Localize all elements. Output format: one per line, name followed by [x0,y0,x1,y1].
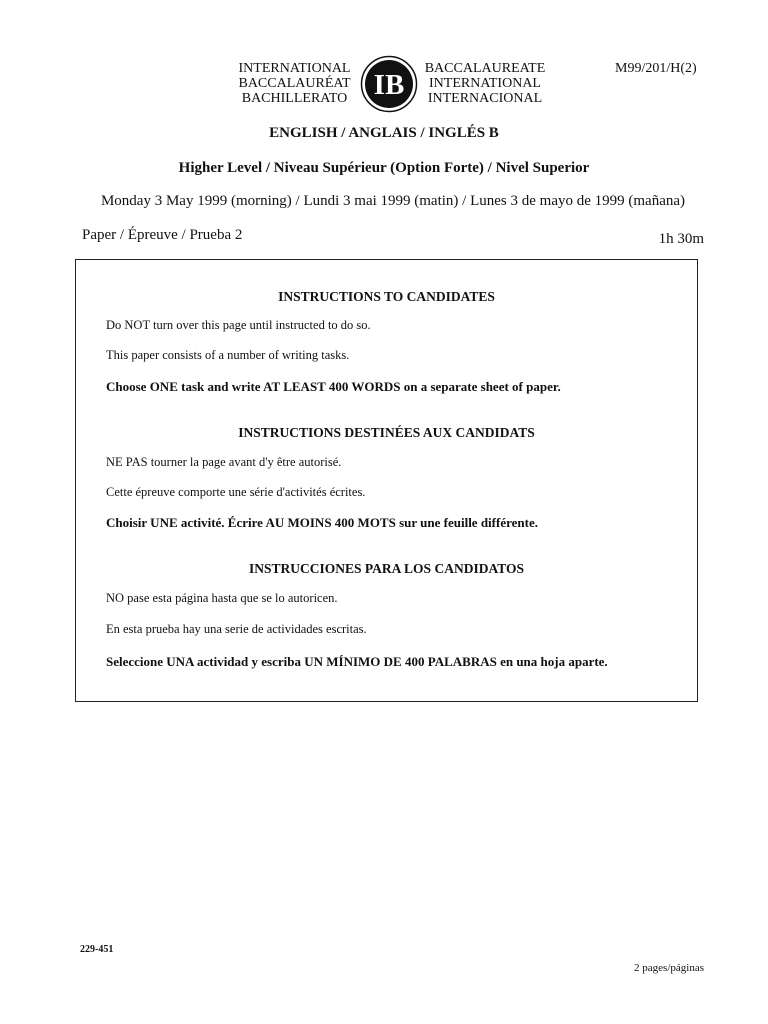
instruction-line: Choose ONE task and write AT LEAST 400 WORDS on a separate sheet of paper. [106,379,561,394]
instructions-box [75,259,698,702]
instruction-line: NE PAS tourner la page avant d'y être autorisé. [106,455,342,469]
paper-label: Paper / Épreuve / Prueba 2 [82,227,243,243]
instructions-title-fr: INSTRUCTIONS DESTINÉES AUX CANDIDATS [238,425,535,440]
instruction-line: Cette épreuve comporte une série d'activités écrites. [106,485,366,499]
level-title: Higher Level / Niveau Supérieur (Option Forte) / Nivel Superior [178,160,590,176]
header-right-line: BACCALAUREATE [424,61,546,76]
duration: 1h 30m [658,231,704,247]
instructions-title-en: INSTRUCTIONS TO CANDIDATES [278,289,495,304]
header-left-line: INTERNATIONAL [238,61,351,76]
header-right-block [420,61,550,106]
instruction-line: Seleccione UNA actividad y escriba UN MÍNIMO DE 400 PALABRAS en una hoja aparte. [106,654,608,669]
exam-date: Monday 3 May 1999 (morning) / Lundi 3 mai 1999 (matin) / Lunes 3 de mayo de 1999 (mañana) [100,193,686,209]
instruction-line: NO pase esta página hasta que se lo autoricen. [106,591,338,605]
header-right-line: INTERNACIONAL [427,91,543,106]
instruction-line: This paper consists of a number of writing tasks. [106,348,350,362]
header-left-line: BACHILLERATO [241,91,348,106]
exam-code: M99/201/H(2) [615,61,697,76]
ib-logo [360,55,418,113]
document-code: 229-451 [80,944,114,955]
header-right-line: INTERNATIONAL [429,76,541,91]
page-count: 2 pages/páginas [634,962,704,974]
header-left-block [232,61,357,106]
instruction-line: Do NOT turn over this page until instructed to do so. [106,318,371,332]
instruction-line: Choisir UNE activité. Écrire AU MOINS 400 MOTS sur une feuille différente. [106,515,538,530]
instruction-line: En esta prueba hay una serie de actividades escritas. [106,622,367,636]
ib-logo-text: IB [373,69,405,101]
subject-title: ENGLISH / ANGLAIS / INGLÉS B [269,125,499,141]
instructions-title-es: INSTRUCCIONES PARA LOS CANDIDATOS [249,561,524,576]
header-left-line: BACCALAURÉAT [238,76,351,91]
